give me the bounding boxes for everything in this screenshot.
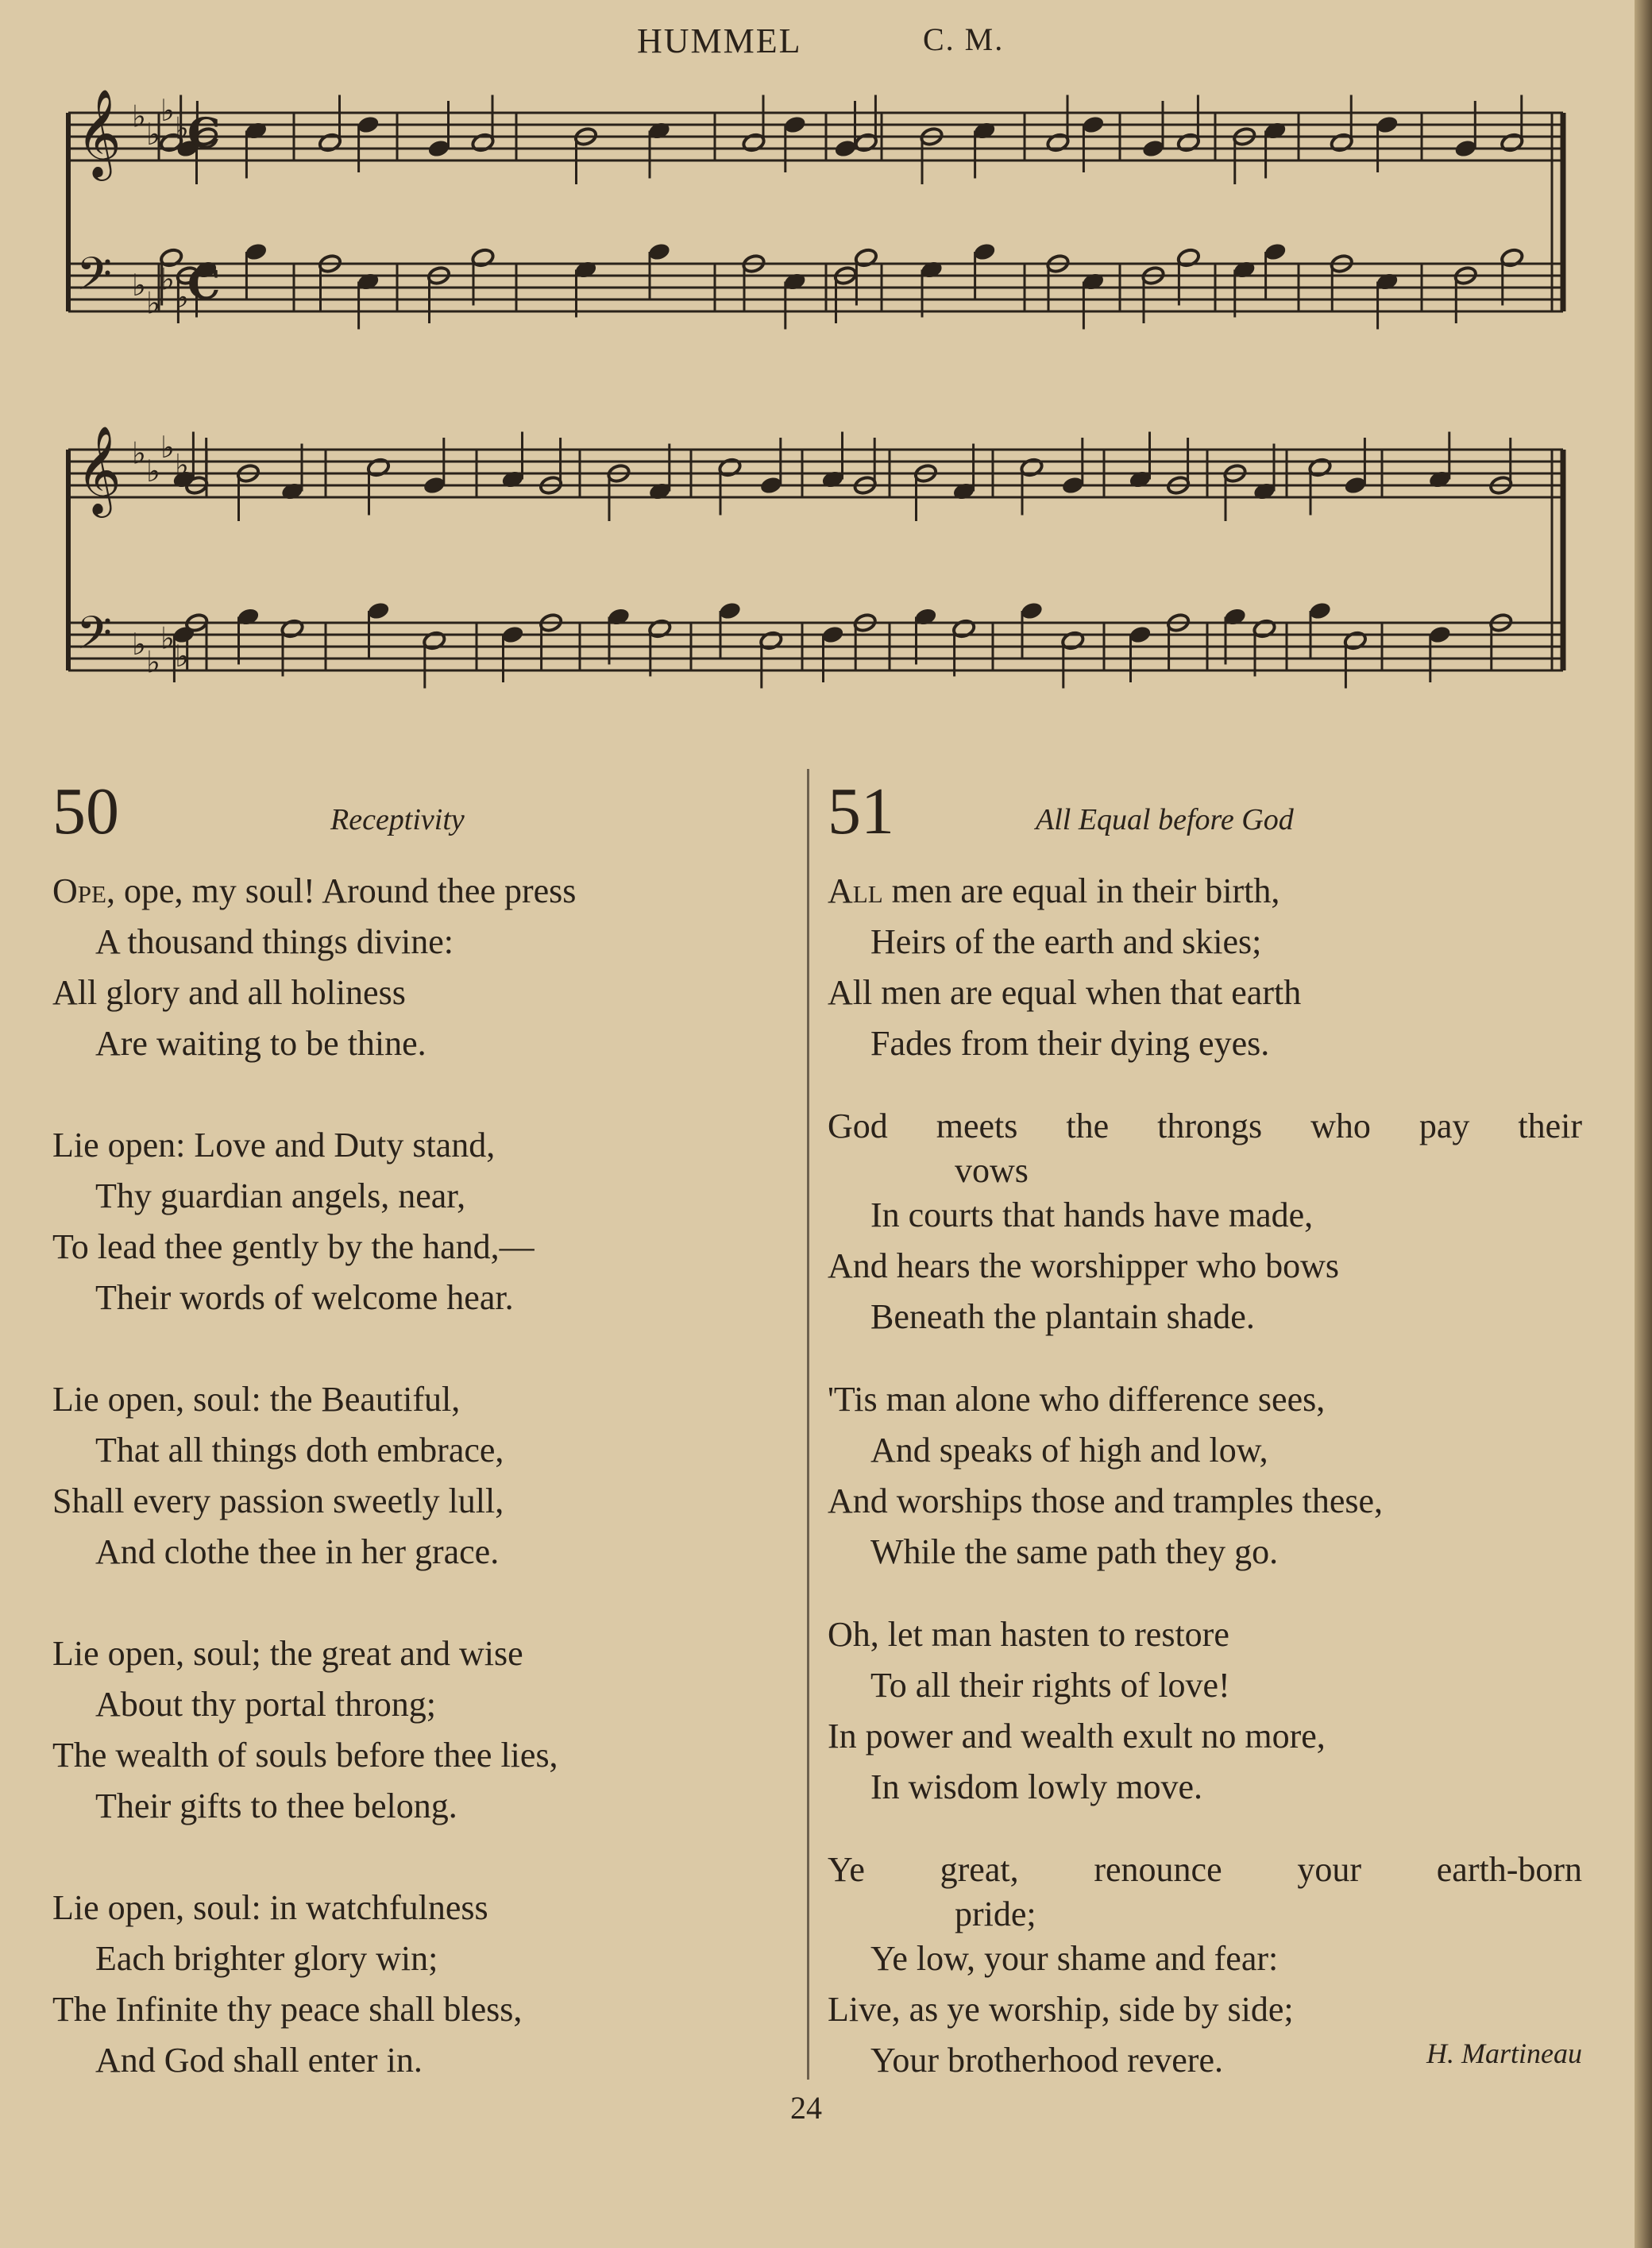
verse-line: Fades from their dying eyes. [870,1024,1270,1063]
verse-line: And God shall enter in. [95,2041,423,2080]
verse-line: Heirs of the earth and skies; [870,922,1262,961]
hymn-heading [52,774,799,866]
verse-line: Beneath the plantain shade. [870,1297,1255,1336]
verse-line: Lie open: Love and Duty stand, [52,1126,496,1165]
verse-line: God meets the throngs who pay their [828,1107,1582,1145]
verse-line: All men are equal in their birth, [828,871,1280,910]
svg-text:♭: ♭ [175,639,189,674]
verse-line: Live, as ye worship, side by side; [828,1990,1294,2029]
svg-text:♭: ♭ [160,261,175,297]
svg-text:♭: ♭ [132,627,146,662]
tune-meter: C. M. [923,21,1005,57]
hymn-title: All Equal before God [1036,803,1294,836]
stanza [828,866,1582,1069]
verse-line: Lie open, soul; the great and wise [52,1634,523,1673]
verse-line-continuation: vows [955,1151,1029,1190]
verse-line: Lie open, soul: in watchfulness [52,1888,488,1927]
staff-lines [68,110,1563,670]
verse-line: A thousand things divine: [95,922,454,961]
stanza [52,1883,799,2086]
verse-line: About thy portal throng; [95,1685,436,1724]
verse-line: That all things doth embrace, [95,1431,504,1470]
verse-line: Your brotherhood revere. [870,2041,1223,2080]
hymn-51 [828,774,1582,2118]
svg-text:𝄢: 𝄢 [76,247,113,312]
verse-line: While the same path they go. [870,1532,1279,1571]
stanza [828,1609,1582,1813]
svg-text:♭: ♭ [132,268,146,303]
hymn-50 [52,774,799,2137]
verse-line-continuation: pride; [955,1895,1036,1933]
verse-line: 'Tis man alone who difference sees, [828,1380,1326,1419]
verse-line: And clothe thee in her grace. [95,1532,500,1571]
svg-text:C: C [187,261,221,309]
verse-line: All glory and all holiness [52,973,406,1012]
stanza [52,1628,799,1832]
verse-line: All men are equal when that earth [828,973,1302,1012]
verse-line: In courts that hands have made, [870,1195,1314,1234]
stanza [52,1120,799,1323]
hymn-number: 51 [828,774,894,848]
svg-text:♭: ♭ [132,98,146,134]
hymn-number: 50 [52,774,119,848]
hymn-title: Receptivity [330,803,465,836]
verse-line: Each brighter glory win; [95,1939,438,1978]
verse-line: Ye great, renounce your earth-born [828,1850,1582,1889]
svg-text:♭: ♭ [160,620,175,656]
stanza [828,1101,1582,1342]
verse-line: In power and wealth exult no more, [828,1717,1326,1756]
verse-line: Their words of welcome hear. [95,1278,514,1317]
page-number: 24 [790,2090,822,2126]
verse-line: The wealth of souls before thee lies, [52,1736,558,1775]
verse-line: To lead thee gently by the hand,— [52,1227,535,1266]
verse-line: And hears the worshipper who bows [828,1246,1339,1285]
verse-line: And worships those and tramples these, [828,1481,1383,1520]
svg-text:♭: ♭ [175,280,189,315]
author: H. Martineau [1426,2037,1582,2069]
svg-text:𝄞: 𝄞 [76,425,122,514]
verse-line: In wisdom lowly move. [870,1767,1202,1806]
bar-lines [68,110,1563,670]
verse-line: Ope, ope, my soul! Around thee press [52,871,577,910]
notes [159,95,1524,689]
verse-line: Are waiting to be thine. [95,1024,427,1063]
column-divider [807,769,809,2080]
hymn-heading [828,774,1582,866]
svg-text:♭: ♭ [175,110,189,146]
clefs-and-keys [76,88,220,680]
svg-text:♭: ♭ [146,454,160,489]
verse-line: Lie open, soul: the Beautiful, [52,1380,461,1419]
stanza [52,866,799,1069]
verse-line: The Infinite thy peace shall bless, [52,1990,523,2029]
stanza [828,1374,1582,1578]
verse-line: Oh, let man hasten to restore [828,1615,1229,1654]
tune-name: HUMMEL [637,21,802,60]
svg-text:♭: ♭ [160,430,175,465]
svg-text:♭: ♭ [146,285,160,321]
verse-line: Thy guardian angels, near, [95,1176,466,1215]
verse-line: Their gifts to thee belong. [95,1786,457,1825]
svg-text:♭: ♭ [146,117,160,152]
svg-text:♭: ♭ [146,644,160,680]
stanza [52,1374,799,1578]
svg-text:𝄢: 𝄢 [76,606,113,671]
verse-line: Shall every passion sweetly lull, [52,1481,504,1520]
svg-text:𝄞: 𝄞 [76,88,122,177]
verse-line: And speaks of high and low, [870,1431,1268,1470]
svg-text:♭: ♭ [132,435,146,471]
verse-line: To all their rights of love! [870,1666,1230,1705]
svg-text:♭: ♭ [175,447,189,483]
music-score [0,0,1652,763]
svg-text:C: C [187,110,221,158]
svg-text:♭: ♭ [160,93,175,128]
verse-line: Ye low, your shame and fear: [870,1939,1279,1978]
